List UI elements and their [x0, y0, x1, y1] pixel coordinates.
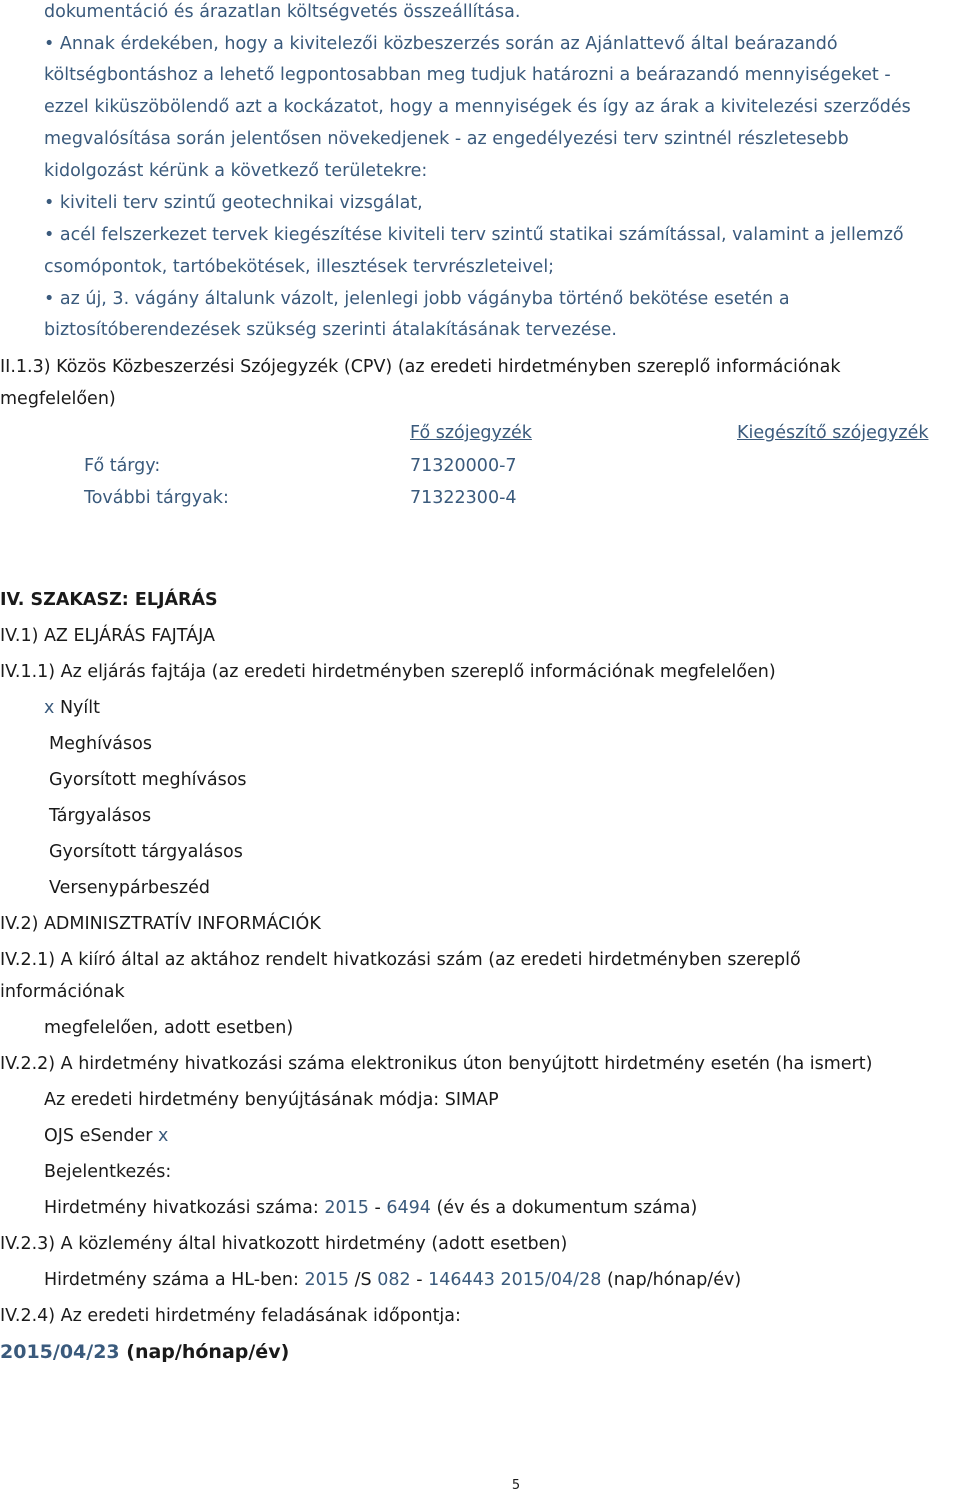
reference-number: 6494	[386, 1198, 431, 1218]
dispatch-date-row	[0, 1340, 289, 1364]
reference-suffix: (év és a dokumentum száma)	[436, 1198, 698, 1218]
reference-label: Hirdetmény hivatkozási száma:	[44, 1198, 319, 1218]
cpv-heading-line-2: megfelelően)	[0, 389, 116, 409]
oj-series: /S	[354, 1270, 372, 1290]
oj-year: 2015	[304, 1270, 350, 1290]
subsection-iv-2-4: IV.2.4) Az eredeti hirdetmény feladásának időpontja:	[0, 1306, 461, 1326]
intro-line-6: kidolgozást kérünk a következő területekre:	[44, 161, 428, 181]
subsection-iv-2-1-line-2: információnak	[0, 982, 125, 1002]
intro-line-2: • Annak érdekében, hogy a kivitelezői közbeszerzés során az Ajánlattevő által beárazandó	[44, 34, 838, 54]
ojs-label: OJS eSender	[44, 1126, 153, 1146]
procedure-option-competitive-dialogue: Versenypárbeszéd	[49, 878, 210, 898]
dispatch-date: 2015/04/23	[0, 1341, 120, 1363]
intro-line-11: biztosítóberendezések szükség szerinti átalakításának tervezése.	[44, 320, 617, 340]
procedure-option-restricted: Meghívásos	[49, 734, 152, 754]
cpv-other-value: 71322300-4	[410, 488, 517, 508]
reference-year: 2015	[324, 1198, 369, 1218]
dispatch-date-format: (nap/hónap/év)	[126, 1341, 290, 1363]
intro-line-4: ezzel kiküszöbölendő azt a kockázatot, hogy a mennyiségek és így az árak a kivitelezési szerződés	[44, 97, 911, 117]
procedure-option-accelerated-negotiated: Gyorsított tárgyalásos	[49, 842, 243, 862]
intro-line-8: • acél felszerkezet tervek kiegészítése kiviteli terv szintű statikai számítással, valamint a jellemző	[44, 225, 904, 245]
procedure-option-accelerated-restricted: Gyorsított meghívásos	[49, 770, 247, 790]
subsection-iv-1-1: IV.1.1) Az eljárás fajtája (az eredeti hirdetményben szereplő információnak megfelelően)	[0, 662, 776, 682]
intro-line-9: csomópontok, tartóbekötések, illesztések tervrészleteivel;	[44, 257, 555, 277]
cpv-other-label: További tárgyak:	[84, 488, 229, 508]
subsection-iv-2-3: IV.2.3) A közlemény által hivatkozott hirdetmény (adott esetben)	[0, 1234, 568, 1254]
cpv-main-label: Fő tárgy:	[84, 456, 161, 476]
oj-date-format: (nap/hónap/év)	[606, 1270, 742, 1290]
procedure-option-negotiated: Tárgyalásos	[49, 806, 152, 826]
oj-dash: -	[416, 1270, 423, 1290]
option-label: Nyílt	[59, 698, 100, 718]
ojs-esender-row	[44, 1124, 168, 1148]
cpv-col-supplementary: Kiegészítő szójegyzék	[737, 423, 929, 443]
subsection-iv-1: IV.1) AZ ELJÁRÁS FAJTÁJA	[0, 626, 215, 646]
procedure-option-open	[44, 696, 100, 720]
checked-mark: x	[158, 1126, 169, 1146]
submission-mode: Az eredeti hirdetmény benyújtásának módja: SIMAP	[44, 1090, 499, 1110]
checked-mark: x	[44, 698, 55, 718]
reference-number-row	[44, 1196, 697, 1220]
reference-separator: -	[374, 1198, 381, 1218]
subsection-iv-2-1-line-3: megfelelően, adott esetben)	[44, 1018, 294, 1038]
page-number: 5	[511, 1478, 521, 1493]
subsection-iv-2-1-line-1: IV.2.1) A kiíró által az aktához rendelt hivatkozási szám (az eredeti hirdetményben szereplő	[0, 950, 801, 970]
cpv-heading-line-1: II.1.3) Közös Közbeszerzési Szójegyzék (CPV) (az eredeti hirdetményben szereplő információnak	[0, 357, 841, 377]
intro-line-1: dokumentáció és árazatlan költségvetés összeállítása.	[44, 2, 521, 22]
subsection-iv-2: IV.2) ADMINISZTRATÍV INFORMÁCIÓK	[0, 914, 321, 934]
intro-line-3: költségbontáshoz a lehető legpontosabban meg tudjuk határozni a beárazandó mennyiségeket -	[44, 65, 891, 85]
intro-line-7: • kiviteli terv szintű geotechnikai vizsgálat,	[44, 193, 423, 213]
intro-line-10: • az új, 3. vágány általunk vázolt, jelenlegi jobb vágányba történő bekötése esetén a	[44, 289, 790, 309]
oj-label: Hirdetmény száma a HL-ben:	[44, 1270, 299, 1290]
section-title: IV. SZAKASZ: ELJÁRÁS	[0, 590, 218, 610]
oj-issue: 082	[377, 1270, 411, 1290]
oj-number: 146443	[428, 1270, 495, 1290]
intro-line-5: megvalósítása során jelentősen növekedjenek - az engedélyezési terv szintnél részletesebb	[44, 129, 849, 149]
subsection-iv-2-2: IV.2.2) A hirdetmény hivatkozási száma elektronikus úton benyújtott hirdetmény esetén (ha ismert)	[0, 1054, 873, 1074]
login-label: Bejelentkezés:	[44, 1162, 172, 1182]
oj-notice-row	[44, 1268, 741, 1292]
cpv-col-main: Fő szójegyzék	[410, 423, 532, 443]
oj-date: 2015/04/28	[500, 1270, 602, 1290]
cpv-main-value: 71320000-7	[410, 456, 517, 476]
